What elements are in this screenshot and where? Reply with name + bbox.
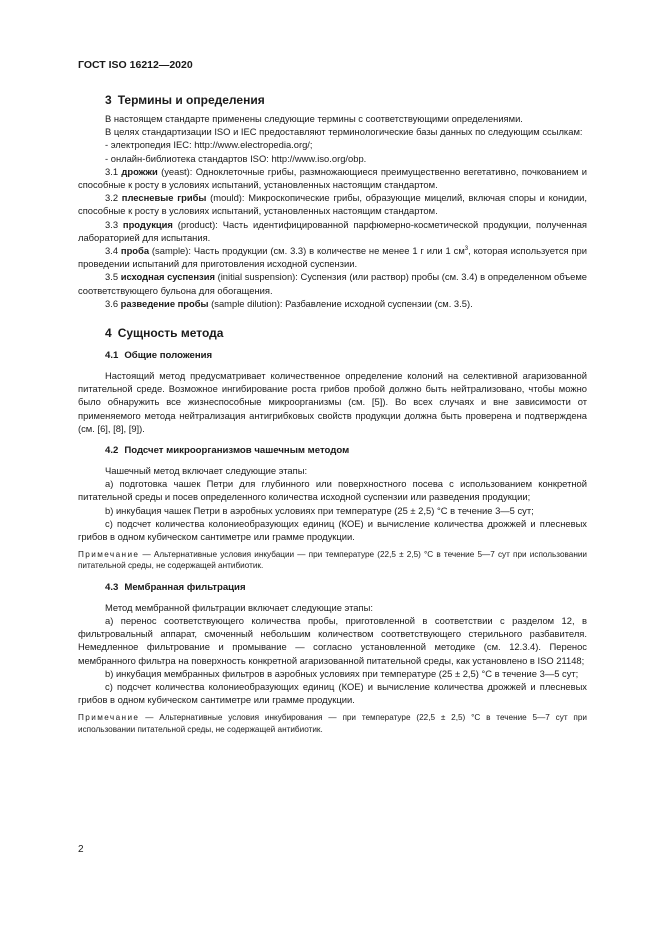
subsection-4-2-intro: Чашечный метод включает следующие этапы: <box>105 465 308 477</box>
note-4-2: Примечание — Альтернативные условия инкубации — при температуре (22,5 ± 2,5) °С в течение 5—7 сут при использовании питательной среды, не содержащей антибиотик. <box>78 550 587 571</box>
step-4-2-b: b) инкубация чашек Петри в аэробных условиях при температуре (25 ± 2,5) °С в течение 3—5 сут; <box>105 504 534 516</box>
subsection-4-3-intro: Метод мембранной фильтрации включает следующие этапы: <box>105 601 373 613</box>
term-3-5: 3.5 исходная суспензия (initial suspension): Суспензия (или раствор) пробы (см. 3.4) в определенном объеме соответствующего бульона для обогащения. <box>78 271 587 296</box>
subsection-4-3-heading: 4.3 Мембранная фильтрация <box>105 581 246 593</box>
link-iso-obp: - онлайн-библиотека стандартов ISO: http://www.iso.org/obp. <box>105 152 367 164</box>
link-electropedia: - электропедия IEC: http://www.electropedia.org/; <box>105 139 313 151</box>
section-3-heading: 3 Термины и определения <box>105 93 265 107</box>
note-4-3: Примечание — Альтернативные условия инкубирования — при температуре (22,5 ± 2,5) °С в течение 5—7 сут при использовании питательной среды, не содержащей антибиотик. <box>78 713 587 734</box>
term-3-1: 3.1 дрожжи (yeast): Одноклеточные грибы, размножающиеся преимущественно вегетативно, почкованием и способные к росту в условиях испытаний, установленных настоящим стандартом. <box>78 165 587 191</box>
term-3-3: 3.3 продукция (product): Часть идентифицированной парфюмерно-косметической продукции, полученная лабораторией для испытания. <box>78 218 588 243</box>
step-4-3-c: c) подсчет количества колониеобразующих единиц (КОЕ) и вычисление количества дрожжей и плесневых грибов в одном кубическом сантиметре или грамме продукции. <box>78 680 587 706</box>
term-3-6: 3.6 разведение пробы (sample dilution): Разбавление исходной суспензии (см. 3.5). <box>105 297 473 309</box>
step-4-2-a: a) подготовка чашек Петри для глубинного или поверхностного посева с использованием конкретной питательной среды и посев определенного количества исходной суспензии или разведения продукции; <box>78 478 587 503</box>
step-4-2-c: c) подсчет количества колониеобразующих единиц (КОЕ) и вычисление количества дрожжей и плесневых грибов в одном кубическом сантиметре или грамме продукции. <box>78 517 587 543</box>
subsection-4-1-text: Настоящий метод предусматривает количественное определение колоний на селективной агаризованной питательной среде. Возможное ингибирование роста грибов пробой должно быть нейтрализовано, чтобы можно было обнаружить все жизнеспособные микроорганизмы (см. [5]). Во всех случаях и вне зависимости от применяемого метода нейтрализация антигрибковых свойств продукции должна быть проверена и подтверждена (см. [6], [8], [9]). <box>78 370 587 434</box>
term-3-2: 3.2 плесневые грибы (mould): Микроскопические грибы, образующие мицелий, включая споры и конидии, способные к росту в условиях испытаний, установленных настоящим стандартом. <box>78 192 587 217</box>
term-3-4: 3.4 проба (sample): Часть продукции (см. 3.3) в количестве не менее 1 г или 1 $см^3$, которая используется при проведении испытаний для приготовления исходной суспензии. <box>78 245 587 270</box>
subsection-4-1-heading: 4.1 Общие положения <box>105 350 213 362</box>
section-3-intro-2: В целях стандартизации ISO и IEC предоставляют терминологические базы данных по следующим ссылкам: <box>105 126 583 138</box>
standard-header: ГОСТ ISO 16212—2020 <box>78 59 193 71</box>
subsection-4-2-heading: 4.2 Подсчет микроорганизмов чашечным методом <box>105 445 350 457</box>
step-4-3-b: b) инкубация мембранных фильтров в аэробных условиях при температуре (25 ± 2,5) °С в течение 3—5 сут; <box>105 667 579 679</box>
step-4-3-a: a) перенос соответствующего количества пробы, приготовленной в соответствии с разделом 12, в фильтровальный аппарат, смоченный небольшим количеством соответствующего стерильного разбавителя. Немедленное фильтрование и промывание — согласно установленной методике (см. 12.3.4). Перенос мембранного фильтра на поверхность конкретной агаризованной питательной среды, как установлено в ISO 21148; <box>78 614 587 666</box>
section-3-intro-1: В настоящем стандарте применены следующие термины с соответствующими определениями. <box>105 113 523 124</box>
page-content <box>78 93 587 735</box>
page-number: 2 <box>78 844 84 855</box>
section-4-heading: 4 Сущность метода <box>105 326 224 341</box>
